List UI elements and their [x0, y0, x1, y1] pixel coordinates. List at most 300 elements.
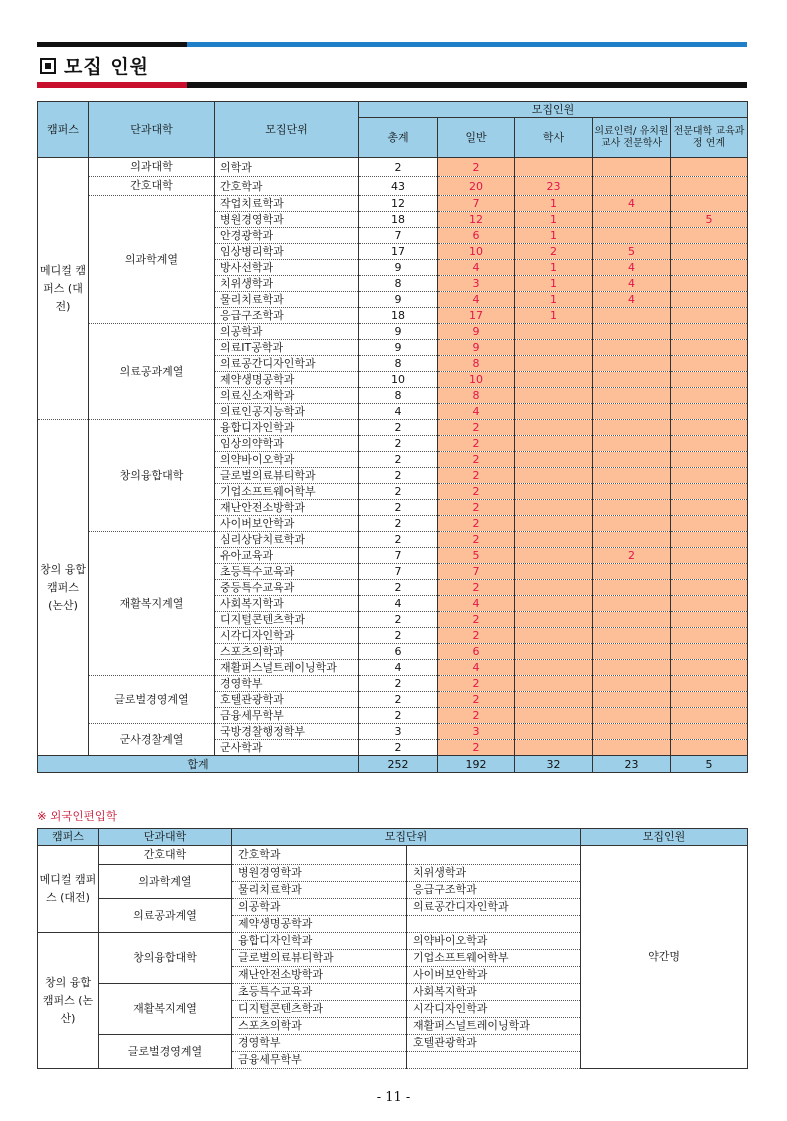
bachelor-cell	[515, 356, 593, 372]
bachelor-cell	[515, 436, 593, 452]
medical-cell: 5	[593, 244, 671, 260]
unit-cell: 스포츠의학과	[232, 1018, 407, 1035]
footer-grad: 5	[671, 756, 748, 773]
medical-cell	[593, 532, 671, 548]
total-cell: 2	[359, 692, 438, 708]
general-cell: 6	[438, 644, 515, 660]
unit-cell: 의약바이오학과	[215, 452, 359, 468]
grad-cell	[671, 516, 748, 532]
foreign-header-college: 단과대학	[99, 829, 232, 846]
bachelor-cell	[515, 628, 593, 644]
bachelor-cell	[515, 158, 593, 177]
page-number: - 11 -	[376, 1090, 411, 1105]
medical-cell	[593, 308, 671, 324]
bachelor-cell	[515, 340, 593, 356]
college-cell: 의료공과계열	[99, 899, 232, 933]
total-cell: 4	[359, 660, 438, 676]
header-recruit: 모집인원	[359, 102, 748, 118]
bachelor-cell	[515, 580, 593, 596]
general-cell: 2	[438, 740, 515, 756]
college-cell: 의료공과계열	[89, 324, 215, 420]
grad-cell	[671, 724, 748, 740]
grad-cell	[671, 228, 748, 244]
total-cell: 8	[359, 388, 438, 404]
unit-cell: 사이버보안학과	[215, 516, 359, 532]
grad-cell	[671, 388, 748, 404]
foreign-note: ※ 외국인편입학	[37, 809, 117, 823]
medical-cell	[593, 500, 671, 516]
general-cell: 2	[438, 484, 515, 500]
bachelor-cell: 23	[515, 177, 593, 196]
medical-cell: 4	[593, 260, 671, 276]
unit-cell: 간호학과	[215, 177, 359, 196]
total-cell: 2	[359, 158, 438, 177]
bachelor-cell	[515, 404, 593, 420]
header-college: 단과대학	[89, 102, 215, 158]
college-cell: 간호대학	[99, 846, 232, 865]
general-cell: 2	[438, 516, 515, 532]
unit-cell: 시각디자인학과	[215, 628, 359, 644]
total-cell: 7	[359, 564, 438, 580]
unit-cell: 초등특수교육과	[232, 984, 407, 1001]
general-cell: 10	[438, 372, 515, 388]
table-row	[38, 420, 748, 436]
total-cell: 2	[359, 420, 438, 436]
grad-cell	[671, 356, 748, 372]
header-general: 일반	[438, 118, 515, 158]
medical-cell	[593, 388, 671, 404]
grad-cell	[671, 158, 748, 177]
medical-cell	[593, 452, 671, 468]
total-cell: 9	[359, 340, 438, 356]
grad-cell	[671, 660, 748, 676]
recruitment-table	[37, 101, 748, 773]
medical-cell	[593, 612, 671, 628]
unit-cell: 사이버보안학과	[407, 967, 581, 984]
grad-cell	[671, 244, 748, 260]
medical-cell	[593, 177, 671, 196]
top-rule-black	[37, 42, 187, 47]
general-cell: 2	[438, 500, 515, 516]
total-cell: 2	[359, 516, 438, 532]
bachelor-cell	[515, 484, 593, 500]
unit-cell: 경영학부	[215, 676, 359, 692]
grad-cell	[671, 372, 748, 388]
medical-cell	[593, 580, 671, 596]
general-cell: 2	[438, 628, 515, 644]
college-cell: 글로벌경영계열	[89, 676, 215, 724]
grad-cell	[671, 308, 748, 324]
unit-cell: 병원경영학과	[232, 865, 407, 882]
medical-cell	[593, 596, 671, 612]
unit-cell: 제약생명공학과	[232, 916, 407, 933]
footer-total: 252	[359, 756, 438, 773]
footer-medical: 23	[593, 756, 671, 773]
bachelor-cell: 1	[515, 228, 593, 244]
total-cell: 10	[359, 372, 438, 388]
medical-cell	[593, 644, 671, 660]
grad-cell	[671, 340, 748, 356]
grad-cell	[671, 324, 748, 340]
unit-cell: 병원경영학과	[215, 212, 359, 228]
unit-cell: 중등특수교육과	[215, 580, 359, 596]
table-row	[38, 324, 748, 340]
bachelor-cell: 1	[515, 196, 593, 212]
bachelor-cell	[515, 388, 593, 404]
general-cell: 5	[438, 548, 515, 564]
general-cell: 9	[438, 324, 515, 340]
bachelor-cell	[515, 644, 593, 660]
total-cell: 9	[359, 260, 438, 276]
medical-cell	[593, 676, 671, 692]
bachelor-cell	[515, 548, 593, 564]
college-cell: 재활복지계열	[89, 532, 215, 676]
total-cell: 7	[359, 548, 438, 564]
bachelor-cell: 2	[515, 244, 593, 260]
total-cell: 2	[359, 484, 438, 500]
unit-cell: 의료IT공학과	[215, 340, 359, 356]
footer-bachelor: 32	[515, 756, 593, 773]
medical-cell	[593, 484, 671, 500]
total-cell: 2	[359, 612, 438, 628]
general-cell: 20	[438, 177, 515, 196]
bachelor-cell	[515, 596, 593, 612]
general-cell: 3	[438, 276, 515, 292]
total-cell: 2	[359, 740, 438, 756]
campus-cell: 메디컬 캠퍼스 (대전)	[38, 846, 99, 933]
bachelor-cell	[515, 468, 593, 484]
general-cell: 7	[438, 196, 515, 212]
total-cell: 43	[359, 177, 438, 196]
grad-cell	[671, 548, 748, 564]
unit-cell: 응급구조학과	[215, 308, 359, 324]
general-cell: 4	[438, 596, 515, 612]
unit-cell: 국방경찰행정학부	[215, 724, 359, 740]
medical-cell: 4	[593, 276, 671, 292]
unit-cell: 재난안전소방학과	[232, 967, 407, 984]
unit-cell: 의약바이오학과	[407, 933, 581, 950]
college-cell: 의과대학	[89, 158, 215, 177]
bachelor-cell: 1	[515, 276, 593, 292]
bachelor-cell	[515, 372, 593, 388]
bachelor-cell	[515, 676, 593, 692]
unit-cell: 방사선학과	[215, 260, 359, 276]
unit-cell	[407, 1052, 581, 1069]
unit-cell: 디지털콘텐츠학과	[232, 1001, 407, 1018]
total-cell: 7	[359, 228, 438, 244]
medical-cell	[593, 356, 671, 372]
footer-label: 합계	[38, 756, 359, 773]
college-cell: 간호대학	[89, 177, 215, 196]
unit-cell: 치위생학과	[215, 276, 359, 292]
table-row	[38, 158, 748, 177]
grad-cell	[671, 596, 748, 612]
total-cell: 2	[359, 676, 438, 692]
general-cell: 3	[438, 724, 515, 740]
footer-general: 192	[438, 756, 515, 773]
bachelor-cell	[515, 516, 593, 532]
bachelor-cell	[515, 564, 593, 580]
general-cell: 4	[438, 292, 515, 308]
total-cell: 2	[359, 532, 438, 548]
medical-cell: 2	[593, 548, 671, 564]
unit-cell: 응급구조학과	[407, 882, 581, 899]
grad-cell	[671, 276, 748, 292]
college-cell: 군사경찰계열	[89, 724, 215, 756]
bachelor-cell	[515, 708, 593, 724]
bachelor-cell	[515, 532, 593, 548]
medical-cell	[593, 564, 671, 580]
unit-cell: 초등특수교육과	[215, 564, 359, 580]
square-bullet-icon	[40, 58, 56, 74]
unit-cell: 재활퍼스널트레이닝학과	[407, 1018, 581, 1035]
bachelor-cell	[515, 612, 593, 628]
general-cell: 12	[438, 212, 515, 228]
unit-cell: 글로벌의료뷰티학과	[215, 468, 359, 484]
unit-cell: 의료인공지능학과	[215, 404, 359, 420]
grad-cell	[671, 177, 748, 196]
unit-cell: 재난안전소방학과	[215, 500, 359, 516]
medical-cell	[593, 660, 671, 676]
unit-cell: 작업치료학과	[215, 196, 359, 212]
grad-cell	[671, 196, 748, 212]
total-cell: 2	[359, 500, 438, 516]
college-cell: 의과학계열	[89, 196, 215, 324]
general-cell: 8	[438, 356, 515, 372]
unit-cell: 간호학과	[232, 846, 407, 865]
total-cell: 9	[359, 324, 438, 340]
bottom-rule-red	[37, 82, 187, 88]
total-cell: 4	[359, 404, 438, 420]
section-heading	[40, 52, 149, 79]
unit-cell: 사회복지학과	[215, 596, 359, 612]
grad-cell	[671, 404, 748, 420]
total-cell: 4	[359, 596, 438, 612]
medical-cell	[593, 404, 671, 420]
grad-cell	[671, 420, 748, 436]
table-row	[38, 532, 748, 548]
college-cell: 재활복지계열	[99, 984, 232, 1035]
unit-cell: 군사학과	[215, 740, 359, 756]
total-cell: 2	[359, 580, 438, 596]
bachelor-cell	[515, 692, 593, 708]
grad-cell	[671, 628, 748, 644]
general-cell: 2	[438, 468, 515, 484]
total-cell: 2	[359, 436, 438, 452]
total-cell: 6	[359, 644, 438, 660]
medical-cell	[593, 468, 671, 484]
general-cell: 2	[438, 692, 515, 708]
total-cell: 8	[359, 356, 438, 372]
unit-cell: 의료공간디자인학과	[407, 899, 581, 916]
grad-cell: 5	[671, 212, 748, 228]
grad-cell	[671, 708, 748, 724]
header-medical: 의료인력/ 유치원교사 전문학사	[593, 118, 671, 158]
grad-cell	[671, 612, 748, 628]
medical-cell	[593, 372, 671, 388]
medical-cell	[593, 740, 671, 756]
unit-cell: 스포츠의학과	[215, 644, 359, 660]
section-title: 모집 인원	[64, 56, 150, 78]
bachelor-cell: 1	[515, 212, 593, 228]
unit-cell: 물리치료학과	[232, 882, 407, 899]
general-cell: 2	[438, 532, 515, 548]
bachelor-cell	[515, 452, 593, 468]
general-cell: 2	[438, 676, 515, 692]
table-row	[38, 196, 748, 212]
total-cell: 2	[359, 708, 438, 724]
unit-cell: 의공학과	[215, 324, 359, 340]
grad-cell	[671, 580, 748, 596]
unit-cell: 치위생학과	[407, 865, 581, 882]
general-cell: 17	[438, 308, 515, 324]
header-total: 총계	[359, 118, 438, 158]
medical-cell	[593, 516, 671, 532]
unit-cell: 물리치료학과	[215, 292, 359, 308]
recruit-cell: 약간명	[581, 846, 748, 1069]
total-cell: 9	[359, 292, 438, 308]
medical-cell	[593, 436, 671, 452]
general-cell: 2	[438, 452, 515, 468]
general-cell: 2	[438, 580, 515, 596]
unit-cell: 금융세무학부	[232, 1052, 407, 1069]
unit-cell: 시각디자인학과	[407, 1001, 581, 1018]
bachelor-cell: 1	[515, 260, 593, 276]
total-cell: 3	[359, 724, 438, 740]
unit-cell: 유아교육과	[215, 548, 359, 564]
medical-cell	[593, 420, 671, 436]
unit-cell: 경영학부	[232, 1035, 407, 1052]
bachelor-cell	[515, 740, 593, 756]
grad-cell	[671, 564, 748, 580]
unit-cell: 의공학과	[232, 899, 407, 916]
unit-cell: 기업소프트웨어학부	[215, 484, 359, 500]
grad-cell	[671, 468, 748, 484]
total-cell: 2	[359, 628, 438, 644]
grad-cell	[671, 484, 748, 500]
campus-cell: 창의 융합 캠퍼스 (논산)	[38, 933, 99, 1069]
general-cell: 8	[438, 388, 515, 404]
medical-cell	[593, 628, 671, 644]
general-cell: 4	[438, 660, 515, 676]
grad-cell	[671, 532, 748, 548]
grad-cell	[671, 676, 748, 692]
medical-cell	[593, 724, 671, 740]
general-cell: 2	[438, 158, 515, 177]
medical-cell	[593, 340, 671, 356]
general-cell: 2	[438, 708, 515, 724]
general-cell: 6	[438, 228, 515, 244]
bachelor-cell: 1	[515, 308, 593, 324]
foreign-header-campus: 캠퍼스	[38, 829, 99, 846]
campus-cell: 메디컬 캠퍼스 (대전)	[38, 158, 89, 420]
table-row	[38, 676, 748, 692]
foreign-header-unit: 모집단위	[232, 829, 581, 846]
foreign-header-recruit: 모집인원	[581, 829, 748, 846]
unit-cell: 의학과	[215, 158, 359, 177]
grad-cell	[671, 292, 748, 308]
header-grad: 전문대학 교육과정 연계	[671, 118, 748, 158]
medical-cell	[593, 212, 671, 228]
unit-cell	[407, 846, 581, 865]
unit-cell: 디지털콘텐츠학과	[215, 612, 359, 628]
unit-cell: 글로벌의료뷰티학과	[232, 950, 407, 967]
bachelor-cell	[515, 324, 593, 340]
general-cell: 9	[438, 340, 515, 356]
grad-cell	[671, 644, 748, 660]
total-cell: 18	[359, 308, 438, 324]
college-cell: 창의융합대학	[89, 420, 215, 532]
general-cell: 4	[438, 404, 515, 420]
table-row	[38, 177, 748, 196]
unit-cell: 임상의약학과	[215, 436, 359, 452]
medical-cell: 4	[593, 292, 671, 308]
general-cell: 10	[438, 244, 515, 260]
grad-cell	[671, 740, 748, 756]
unit-cell: 의료신소재학과	[215, 388, 359, 404]
unit-cell: 심리상담치료학과	[215, 532, 359, 548]
college-cell: 의과학계열	[99, 865, 232, 899]
general-cell: 2	[438, 436, 515, 452]
unit-cell: 안경광학과	[215, 228, 359, 244]
medical-cell: 4	[593, 196, 671, 212]
bachelor-cell	[515, 660, 593, 676]
medical-cell	[593, 692, 671, 708]
grad-cell	[671, 500, 748, 516]
header-campus: 캠퍼스	[38, 102, 89, 158]
bachelor-cell	[515, 420, 593, 436]
unit-cell	[407, 916, 581, 933]
total-cell: 2	[359, 468, 438, 484]
medical-cell	[593, 324, 671, 340]
header-bachelor: 학사	[515, 118, 593, 158]
total-cell: 8	[359, 276, 438, 292]
total-cell: 18	[359, 212, 438, 228]
bachelor-cell	[515, 500, 593, 516]
college-cell: 창의융합대학	[99, 933, 232, 984]
grad-cell	[671, 452, 748, 468]
total-cell: 2	[359, 452, 438, 468]
campus-cell: 창의 융합 캠퍼스 (논산)	[38, 420, 89, 756]
bachelor-cell: 1	[515, 292, 593, 308]
total-cell: 17	[359, 244, 438, 260]
general-cell: 2	[438, 420, 515, 436]
unit-cell: 융합디자인학과	[232, 933, 407, 950]
general-cell: 7	[438, 564, 515, 580]
unit-cell: 의료공간디자인학과	[215, 356, 359, 372]
unit-cell: 기업소프트웨어학부	[407, 950, 581, 967]
medical-cell	[593, 158, 671, 177]
medical-cell	[593, 228, 671, 244]
unit-cell: 사회복지학과	[407, 984, 581, 1001]
unit-cell: 융합디자인학과	[215, 420, 359, 436]
table-row	[38, 846, 748, 865]
unit-cell: 임상병리학과	[215, 244, 359, 260]
unit-cell: 재활퍼스널트레이닝학과	[215, 660, 359, 676]
unit-cell: 호텔관광학과	[215, 692, 359, 708]
header-unit: 모집단위	[215, 102, 359, 158]
grad-cell	[671, 436, 748, 452]
general-cell: 2	[438, 612, 515, 628]
grad-cell	[671, 692, 748, 708]
college-cell: 글로벌경영계열	[99, 1035, 232, 1069]
table-row	[38, 724, 748, 740]
unit-cell: 금융세무학부	[215, 708, 359, 724]
bachelor-cell	[515, 724, 593, 740]
general-cell: 4	[438, 260, 515, 276]
medical-cell	[593, 708, 671, 724]
foreign-table	[37, 828, 748, 1069]
